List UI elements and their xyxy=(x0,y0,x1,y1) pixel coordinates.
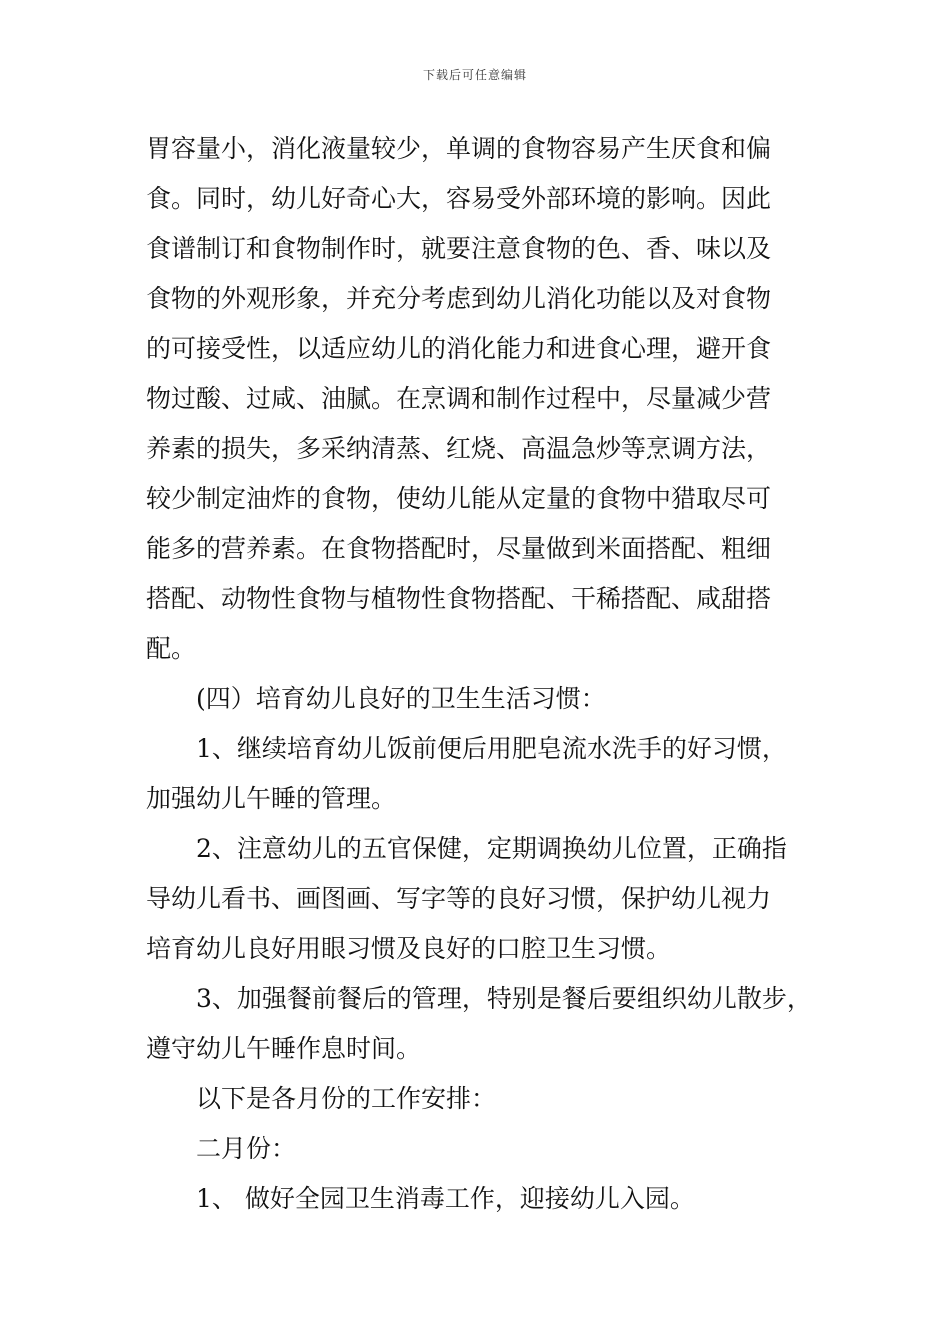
text-line: 较少制定油炸的食物，使幼儿能从定量的食物中猎取尽可 xyxy=(146,484,772,513)
list-item: 2、注意幼儿的五官保健，定期调换幼儿位置，正确指 xyxy=(196,834,787,863)
list-item: 1、 做好全园卫生消毒工作，迎接幼儿入园。 xyxy=(196,1184,695,1213)
text-line: 培育幼儿良好用眼习惯及良好的口腔卫生习惯。 xyxy=(146,934,672,963)
text-line: 物过酸、过咸、油腻。在烹调和制作过程中，尽量减少营 xyxy=(146,384,772,413)
section-heading: (四）培育幼儿良好的卫生生活习惯： xyxy=(196,684,606,713)
document-body xyxy=(146,124,836,1224)
text-line: 以下是各月份的工作安排： xyxy=(196,1084,497,1113)
list-item: 3、加强餐前餐后的管理，特别是餐后要组织幼儿散步， xyxy=(196,984,812,1013)
text-line: 搭配、动物性食物与植物性食物搭配、干稀搭配、咸甜搭 xyxy=(146,584,772,613)
text-line: 遵守幼儿午睡作息时间。 xyxy=(146,1034,422,1063)
list-item: 1、继续培育幼儿饭前便后用肥皂流水洗手的好习惯， xyxy=(196,734,787,763)
text-line: 配。 xyxy=(146,634,197,663)
text-line: 加强幼儿午睡的管理。 xyxy=(146,784,397,813)
text-line: 食物的外观形象，并充分考虑到幼儿消化功能以及对食物 xyxy=(146,284,772,313)
text-line: 食谱制订和食物制作时，就要注意食物的色、香、味以及 xyxy=(146,234,772,263)
text-line: 胃容量小，消化液量较少，单调的食物容易产生厌食和偏 xyxy=(146,134,772,163)
page-header: 下载后可任意编辑 xyxy=(422,68,527,82)
month-heading: 二月份： xyxy=(196,1134,297,1163)
text-line: 食。同时，幼儿好奇心大，容易受外部环境的影响。因此 xyxy=(146,184,772,213)
text-line: 养素的损失，多采纳清蒸、红烧、高温急炒等烹调方法， xyxy=(146,434,772,463)
text-line: 导幼儿看书、画图画、写字等的良好习惯，保护幼儿视力 xyxy=(146,884,772,913)
text-line: 的可接受性，以适应幼儿的消化能力和进食心理，避开食 xyxy=(146,334,772,363)
text-line: 能多的营养素。在食物搭配时，尽量做到米面搭配、粗细 xyxy=(146,534,772,563)
